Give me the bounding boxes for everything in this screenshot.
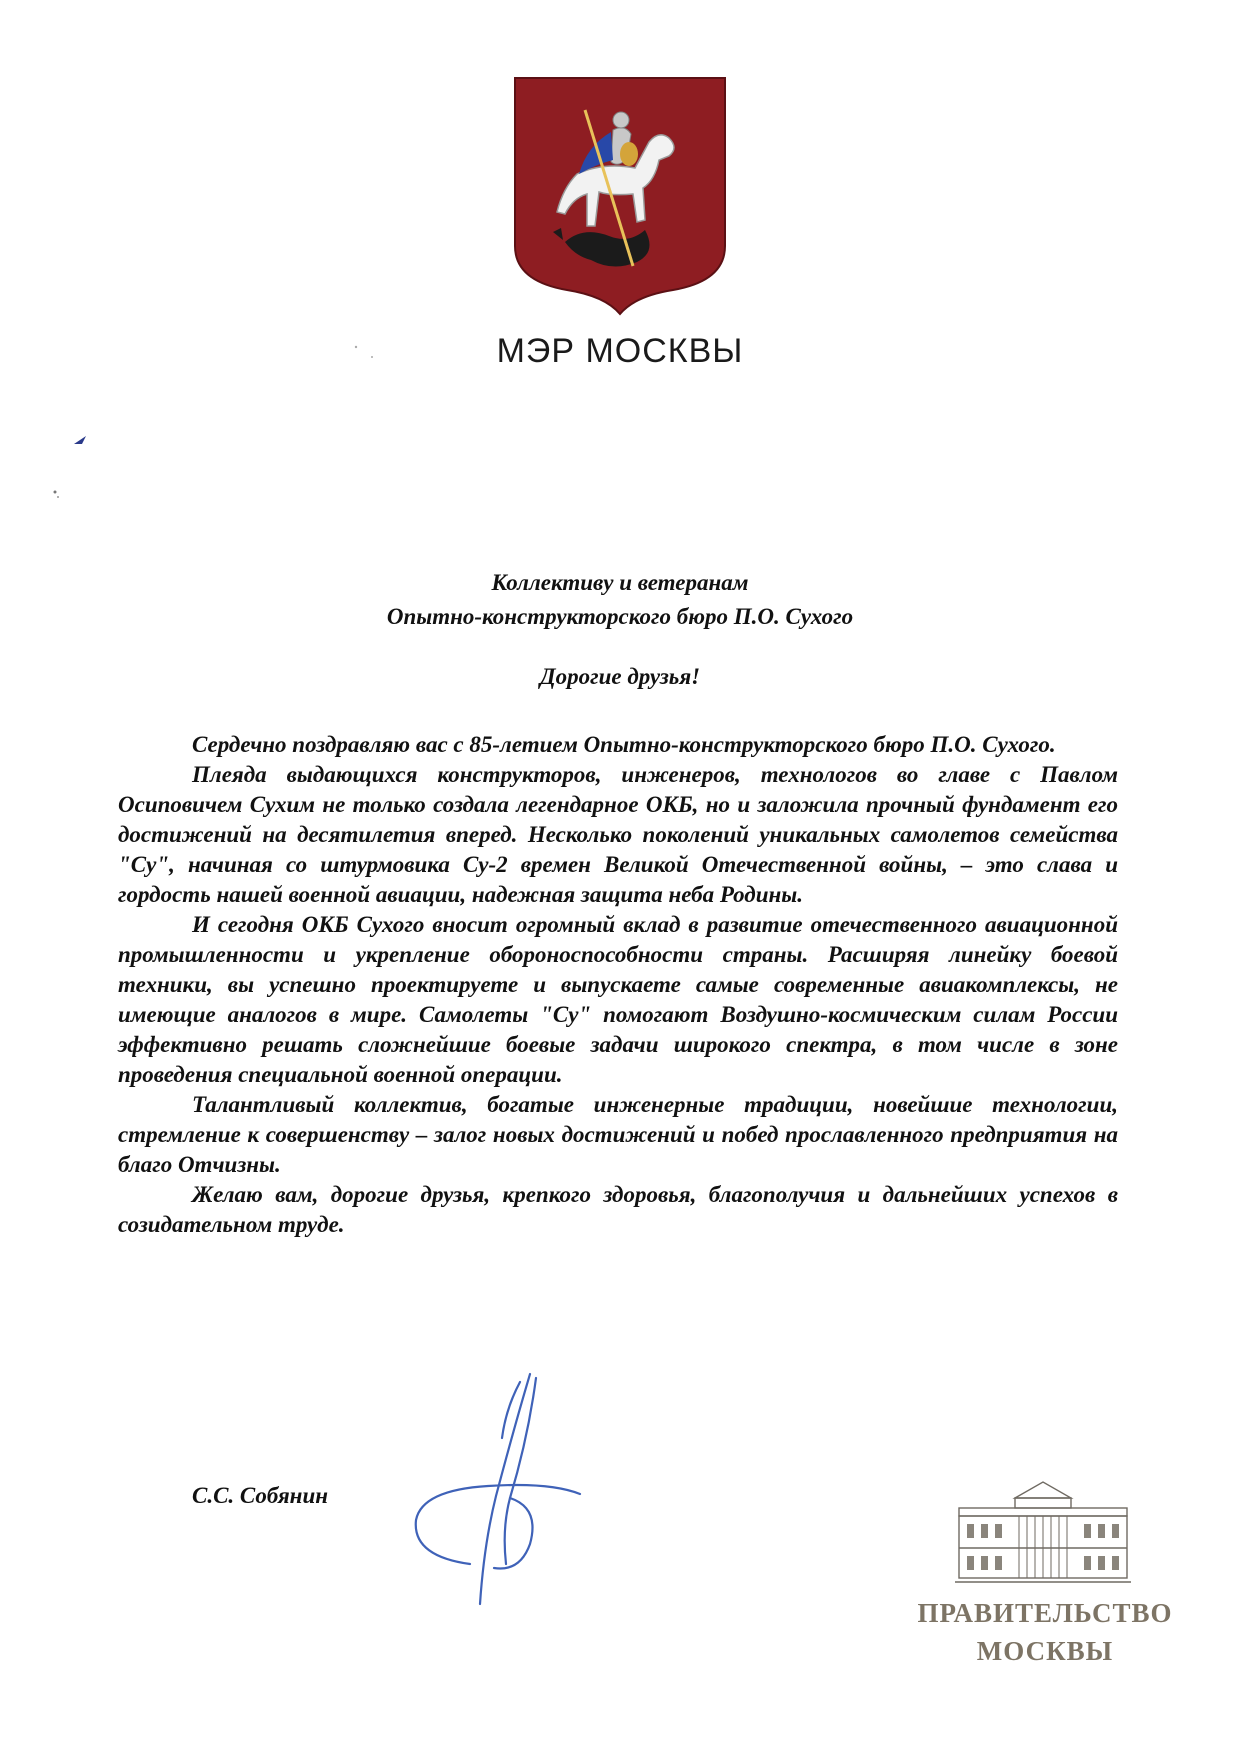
government-stamp-line-2: МОСКВЫ [976,1636,1114,1666]
salutation: Дорогие друзья! [539,664,701,689]
government-building-icon [953,1478,1133,1586]
paragraph: Талантливый коллектив, богатые инженерные традиции, новейшие технологии, стремление к совершенству – залог новых достижений и побед прославленного предприятия на благо Отчизны. [118,1092,1118,1177]
handwritten-signature [410,1368,620,1618]
addressee-line-1: Коллективу и ветеранам [491,570,749,595]
paragraph: И сегодня ОКБ Сухого вносит огромный вклад в развитие отечественного авиационной промышленности и укрепление обороноспособности страны. Расширяя линейку боевой техники, вы успешно проектируете и выпускаете самые современные авиакомплексы, не имеющие аналогов в мире. Самолеты "Су" помогают Воздушно-космическим силам России эффективно решать сложнейшие боевые задачи широкого спектра, в том числе в зоне проведения специальной военной операции. [118,912,1118,1087]
addressee-line-2: Опытно-конструкторского бюро П.О. Сухого [386,604,854,629]
government-stamp-line-1: ПРАВИТЕЛЬСТВО [917,1598,1173,1628]
issuer-title: МЭР МОСКВЫ [496,332,744,370]
letter-body [118,730,1118,1240]
paragraph: Плеяда выдающихся конструкторов, инженеров, технологов во главе с Павлом Осиповичем Сухим не только создала легендарное ОКБ, но и заложила прочный фундамент его достижений на десятилетия вперед. Несколько поколений уникальных самолетов семейства "Су", начиная со штурмовика Су-2 времен Великой Отечественной войны, – это слава и гордость нашей военной авиации, надежная защита неба Родины. [118,762,1118,907]
signer-name: С.С. Собянин [192,1483,329,1508]
moscow-coat-of-arms-icon [513,76,727,316]
paragraph: Желаю вам, дорогие друзья, крепкого здоровья, благополучия и дальнейших успехов в созидательном труде. [118,1182,1118,1237]
addressee [0,566,1240,634]
paragraph: Сердечно поздравляю вас с 85-летием Опытно-конструкторского бюро П.О. Сухого. [192,732,1056,757]
government-stamp-text [900,1594,1190,1670]
